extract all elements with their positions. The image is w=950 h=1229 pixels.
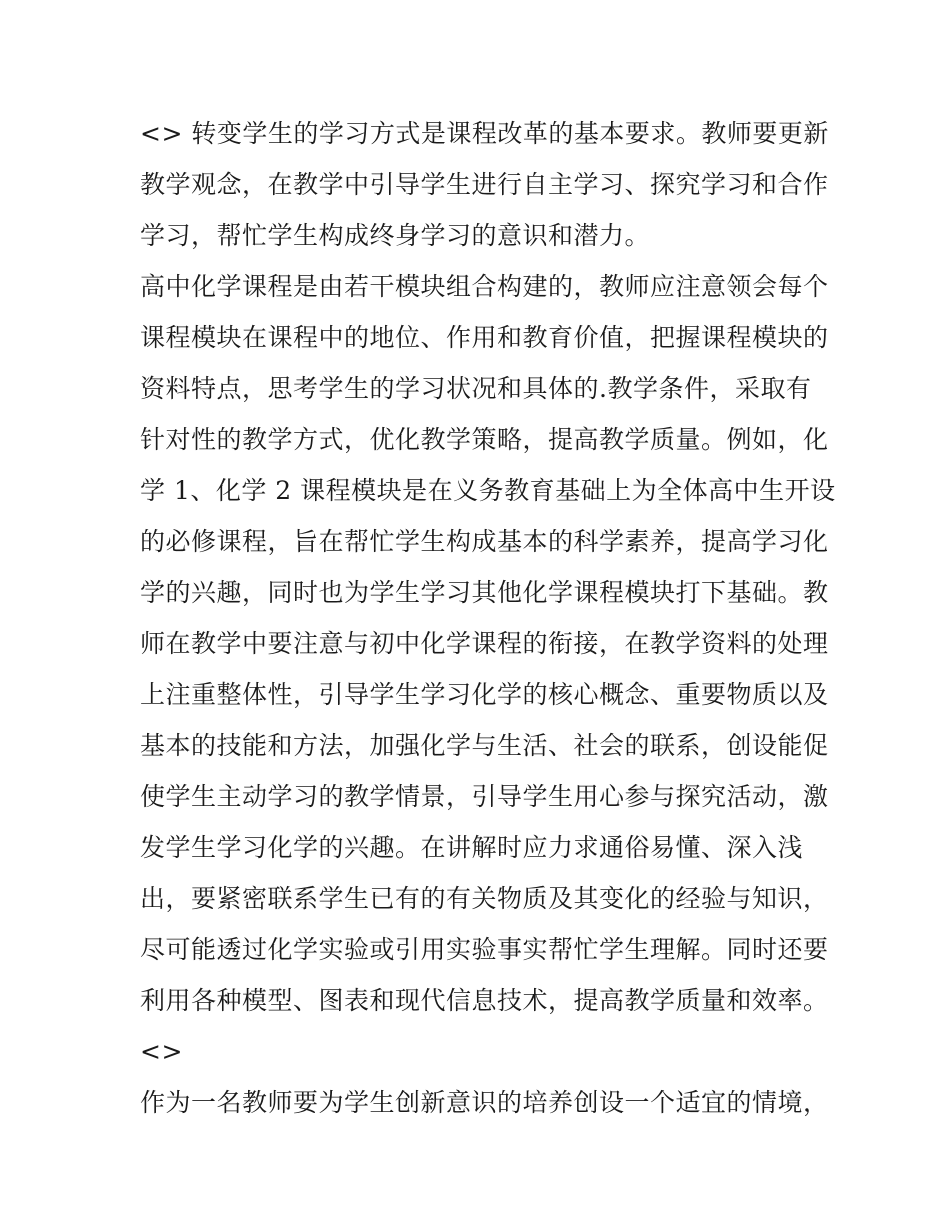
text-line: <> 转变学生的学习方式是课程改革的基本要求。教师要更新 bbox=[140, 119, 829, 148]
text-line: 学 1、化学 2 课程模块是在义务教育基础上为全体高中生开设 bbox=[140, 476, 836, 505]
text-line: 学习，帮忙学生构成终身学习的意识和潜力。 bbox=[140, 221, 651, 250]
text-line: 出，要紧密联系学生已有的有关物质及其变化的经验与知识， bbox=[140, 884, 829, 913]
text-line: 资料特点，思考学生的学习状况和具体的.教学条件，采取有 bbox=[140, 374, 812, 403]
text-line: 高中化学课程是由若干模块组合构建的，教师应注意领会每个 bbox=[140, 272, 829, 301]
text-line: 上注重整体性，引导学生学习化学的核心概念、重要物质以及 bbox=[140, 680, 829, 709]
text-line: 师在教学中要注意与初中化学课程的衔接，在教学资料的处理 bbox=[140, 629, 829, 658]
text-line: 基本的技能和方法，加强化学与生活、社会的联系，创设能促 bbox=[140, 731, 829, 760]
text-line: 尽可能透过化学实验或引用实验事实帮忙学生理解。同时还要 bbox=[140, 935, 829, 964]
text-line: 教学观念，在教学中引导学生进行自主学习、探究学习和合作 bbox=[140, 170, 829, 199]
text-line: 使学生主动学习的教学情景，引导学生用心参与探究活动，激 bbox=[140, 782, 829, 811]
text-line: 作为一名教师要为学生创新意识的培养创设一个适宜的情境， bbox=[140, 1088, 829, 1117]
text-line: 的必修课程，旨在帮忙学生构成基本的科学素养，提高学习化 bbox=[140, 527, 829, 556]
text-line: 学的兴趣，同时也为学生学习其他化学课程模块打下基础。教 bbox=[140, 578, 829, 607]
text-line: 利用各种模型、图表和现代信息技术，提高教学质量和效率。 bbox=[140, 986, 829, 1015]
text-line: 针对性的教学方式，优化教学策略，提高教学质量。例如，化 bbox=[140, 425, 829, 454]
text-line: 课程模块在课程中的地位、作用和教育价值，把握课程模块的 bbox=[140, 323, 829, 352]
text-line: 发学生学习化学的兴趣。在讲解时应力求通俗易懂、深入浅 bbox=[140, 833, 804, 862]
document-body bbox=[140, 108, 836, 1128]
text-line: <> bbox=[140, 1037, 183, 1066]
